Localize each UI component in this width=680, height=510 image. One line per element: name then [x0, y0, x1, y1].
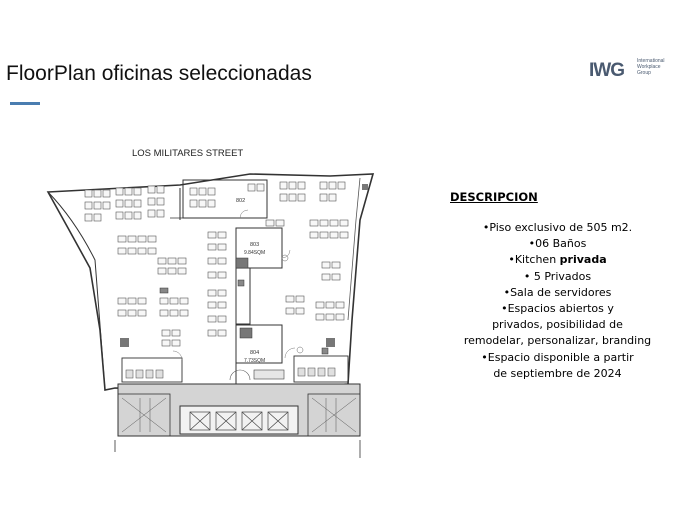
floor-plan — [40, 140, 385, 460]
logo-line-1: International — [637, 58, 665, 64]
description-item: •Sala de servidores — [503, 285, 612, 299]
logo-line-2: Workplace — [637, 64, 661, 70]
plan-left-curve — [48, 192, 105, 390]
room-804-number: 804 — [250, 350, 260, 356]
desk-clusters — [85, 182, 348, 346]
door-swing-1 — [240, 210, 248, 218]
kitchen-block — [236, 258, 248, 268]
slide-title: FloorPlan oficinas seleccionadas — [6, 62, 312, 85]
description-item: •06 Baños — [528, 237, 587, 251]
meeting-tables — [160, 280, 328, 354]
logo-line-3: Group — [637, 70, 651, 76]
description-item: • 5 Privados — [523, 269, 592, 283]
service-box-1 — [120, 338, 129, 347]
street-label: LOS MILITARES STREET — [132, 148, 244, 159]
room-803-area: 9.84SQM — [244, 250, 266, 256]
description-item: •Espacios abiertos y — [501, 302, 614, 316]
description-item: privados, posibilidad de — [492, 318, 623, 332]
logo-subtitle — [637, 58, 677, 76]
column-2 — [297, 347, 303, 353]
description-item: remodelar, personalizar, branding — [463, 334, 652, 348]
description-item: •Piso exclusivo de 505 m2. — [482, 221, 633, 234]
description-list — [440, 220, 675, 382]
iwg-logo-mark — [589, 56, 635, 84]
description-item: •Espacio disponible a partir — [481, 350, 634, 364]
title-underline-bar — [10, 102, 40, 105]
kitchen-block-2 — [240, 328, 252, 338]
description-heading: DESCRIPCION — [450, 190, 538, 204]
reception-counter — [254, 370, 284, 379]
room-802-number: 802 — [236, 198, 246, 204]
description-item: •Kitchen privada — [508, 253, 607, 267]
iwg-logo — [589, 56, 675, 86]
service-box-3 — [362, 184, 368, 190]
room-803-number: 803 — [250, 242, 260, 248]
door-swing-2 — [282, 250, 290, 258]
service-box-2 — [326, 338, 335, 347]
entrance-door — [230, 370, 250, 380]
room-804-area: 7.73SQM — [244, 358, 266, 364]
logo-mark-text: IWG — [589, 60, 624, 81]
server-room — [236, 268, 250, 324]
description-item: de septiembre de 2024 — [493, 366, 622, 380]
restroom-door-swings — [173, 348, 295, 360]
